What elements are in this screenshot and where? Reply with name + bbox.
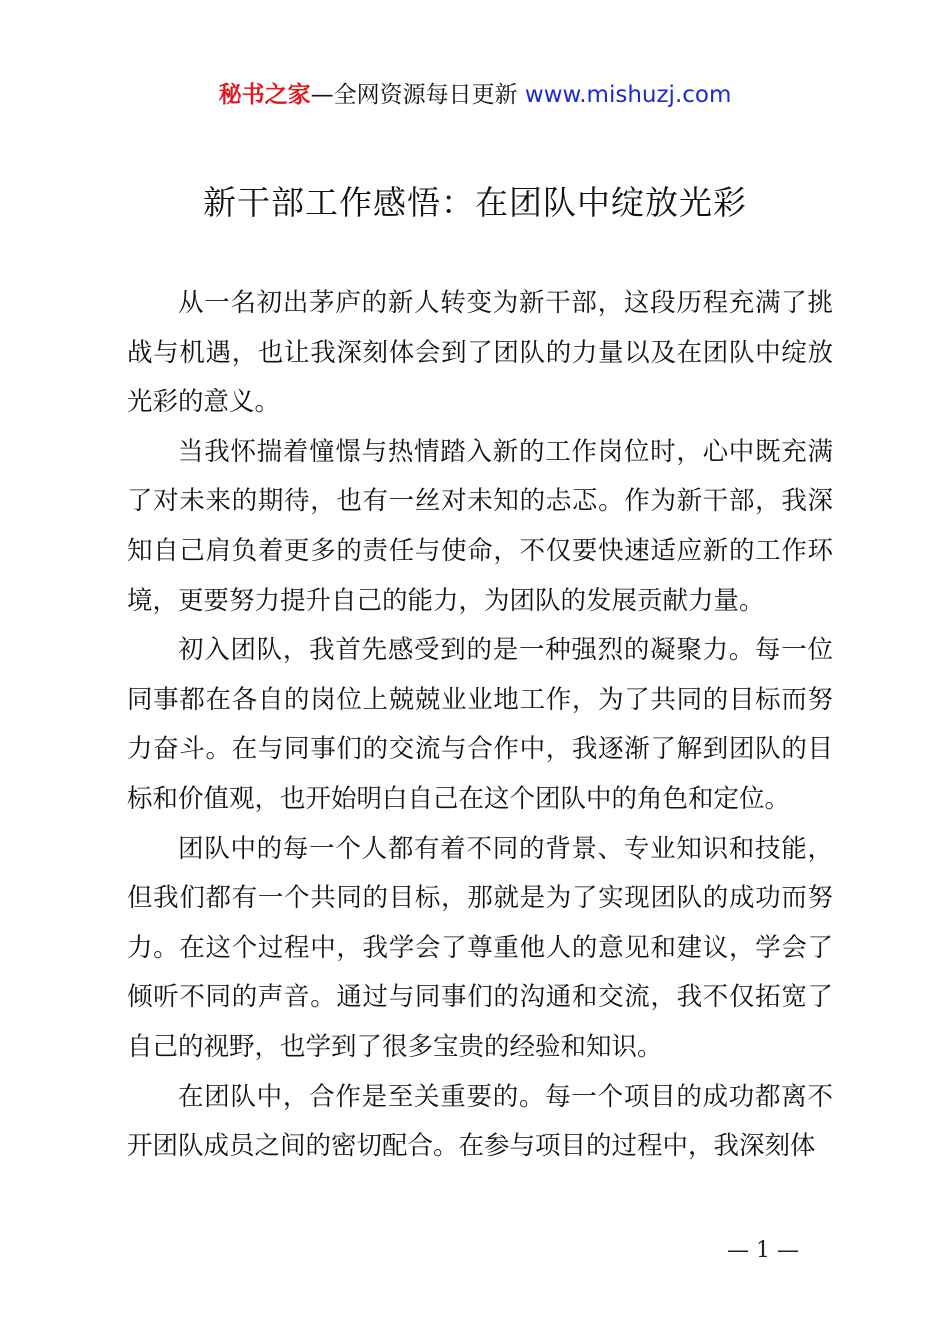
document-title: 新干部工作感悟：在团队中绽放光彩 [203,183,747,222]
paragraph-5: 在团队中，合作是至关重要的。每一个项目的成功都离不开团队成员之间的密切配合。在参与项目的过程中，我深刻体 [127,1081,833,1162]
paragraph-2: 当我怀揣着憧憬与热情踏入新的工作岗位时，心中既充满了对未来的期待，也有一丝对未知的忐忑。作为新干部，我深知自己肩负着更多的责任与使命，不仅要快速适应新的工作环境，更要努力提升自己的能力，为团队的发展贡献力量。 [127,436,833,616]
paragraph-4: 团队中的每一个人都有着不同的背景、专业知识和技能，但我们都有一个共同的目标，那就是为了实现团队的成功而努力。在这个过程中，我学会了尊重他人的意见和建议，学会了倾听不同的声音。通过与同事们的沟通和交流，我不仅拓宽了自己的视野，也学到了很多宝贵的经验和知识。 [127,833,833,1062]
header-tagline: —全网资源每日更新 [310,82,518,108]
site-url-link[interactable]: www.mishuzj.com [524,82,732,108]
paragraph-1: 从一名初出茅庐的新人转变为新干部，这段历程充满了挑战与机遇，也让我深刻体会到了团队的力量以及在团队中绽放光彩的意义。 [127,288,833,418]
brand-name: 秘书之家 [218,82,311,108]
page-number: — 1 — [727,1238,799,1263]
paragraph-3: 初入团队，我首先感受到的是一种强烈的凝聚力。每一位同事都在各自的岗位上兢兢业业地工作，为了共同的目标而努力奋斗。在与同事们的交流与合作中，我逐渐了解到团队的目标和价值观，也开始明白自己在这个团队中的角色和定位。 [127,635,833,814]
document-body [127,279,833,1172]
site-header [0,78,950,112]
